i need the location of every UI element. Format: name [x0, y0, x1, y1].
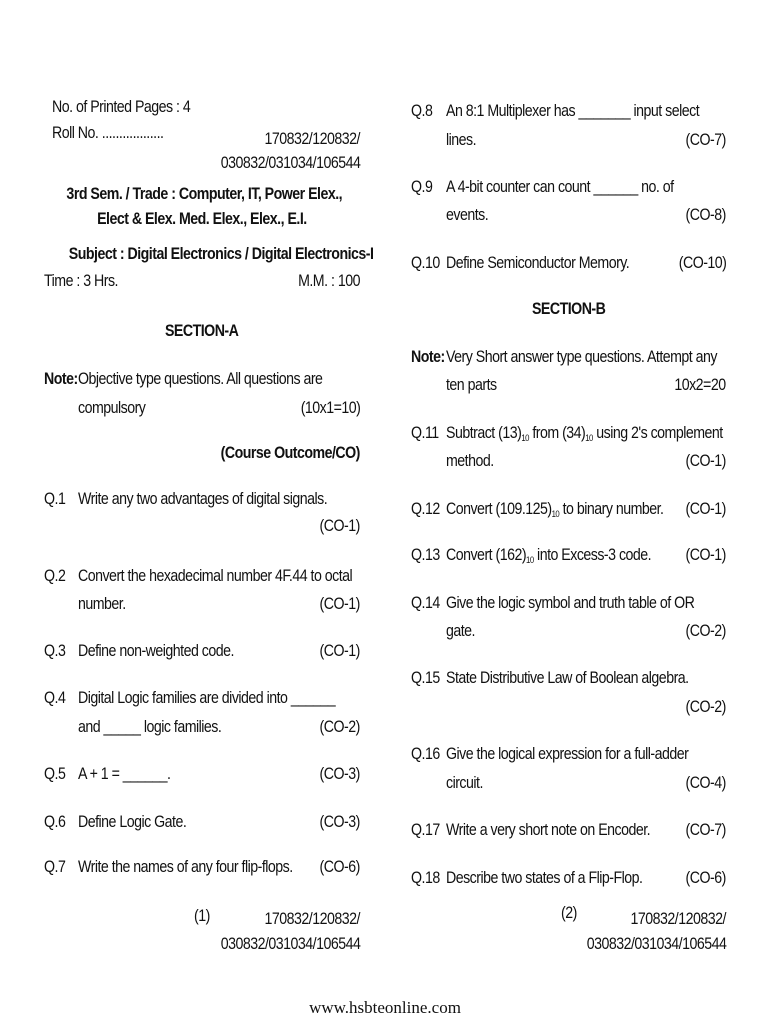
section-a-title-block: [44, 322, 360, 341]
question-number: Q.10: [411, 254, 440, 272]
question-number: Q.2: [44, 567, 66, 585]
question-number: Q.14: [411, 594, 440, 612]
paper-code-line2: 030832/031034/106544: [220, 154, 360, 172]
question-text-cont: number.: [78, 595, 126, 613]
paper-code-line1: 170832/120832/: [264, 130, 360, 148]
question-number: Q.9: [411, 178, 433, 196]
question-text: Digital Logic families are divided into ______: [78, 689, 336, 707]
max-marks: M.M. : 100: [298, 272, 360, 290]
question-number: Q.7: [44, 858, 66, 876]
question-number: Q.4: [44, 689, 66, 707]
question-co: (CO-1): [685, 500, 726, 518]
question-text-cont: events.: [446, 206, 489, 224]
roll-no: Roll No. ..................: [52, 124, 164, 142]
question-text: Define non-weighted code.: [78, 642, 234, 660]
question-number: Q.1: [44, 490, 66, 508]
course-outcome-label: (Course Outcome/CO): [220, 444, 360, 462]
question-text: Convert the hexadecimal number 4F.44 to octal: [78, 567, 353, 585]
question-text: Define Logic Gate.: [78, 813, 187, 831]
question-text: State Distributive Law of Boolean algebra.: [446, 669, 689, 687]
question-text: Write the names of any four flip-flops.: [78, 858, 293, 876]
question-text-cont: lines.: [446, 131, 477, 149]
question-number: Q.17: [411, 821, 440, 839]
question-co: (CO-8): [685, 206, 726, 224]
section-b-marks: 10x2=20: [674, 376, 726, 394]
question-co: (CO-2): [685, 622, 726, 640]
question-text: An 8:1 Multiplexer has _______ input select: [446, 102, 700, 120]
website-footer[interactable]: www.hsbteonline.com: [309, 998, 461, 1017]
semester-block-2: [44, 210, 360, 229]
question-co: (CO-2): [685, 698, 726, 716]
semester-block: [44, 185, 360, 204]
question-text: Convert $(162)_{10}$ into Excess-3 code.: [446, 546, 652, 565]
page-2-code-line1: 170832/120832/: [630, 910, 726, 928]
page-number-2: (2): [561, 904, 577, 922]
page-2-code-line2: 030832/031034/106544: [586, 935, 726, 953]
question-text: Convert $(109.125)_{10}$ to binary number.: [446, 500, 664, 519]
question-co: (CO-2): [319, 718, 360, 736]
question-text: Give the logical expression for a full-adder: [446, 745, 689, 763]
subject-block: [44, 245, 374, 264]
section-a-note-label: Note:: [44, 370, 78, 388]
time-label: Time : 3 Hrs.: [44, 272, 118, 290]
question-number: Q.3: [44, 642, 66, 660]
page-1-code-line2: 030832/031034/106544: [220, 935, 360, 953]
printed-pages: No. of Printed Pages : 4: [52, 98, 191, 116]
question-text-cont: gate.: [446, 622, 475, 640]
question-text: Write any two advantages of digital signals.: [78, 490, 328, 508]
question-number: Q.12: [411, 500, 440, 518]
question-text: A + 1 = ______.: [78, 765, 171, 783]
question-number: Q.6: [44, 813, 66, 831]
question-co: (CO-7): [685, 821, 726, 839]
question-co: (CO-1): [685, 452, 726, 470]
section-b-note-line1: Very Short answer type questions. Attempt any: [446, 348, 717, 366]
question-co: (CO-10): [678, 254, 726, 272]
section-b-title-block: [411, 300, 726, 319]
question-text: Define Semiconductor Memory.: [446, 254, 630, 272]
question-text-cont: circuit.: [446, 774, 483, 792]
question-text: Describe two states of a Flip-Flop.: [446, 869, 643, 887]
page-number-1: (1): [194, 907, 210, 925]
question-co: (CO-6): [319, 858, 360, 876]
question-text-cont: method.: [446, 452, 494, 470]
semester-line2: Elect & Elex. Med. Elex., Elex., E.I.: [97, 210, 307, 228]
question-number: Q.13: [411, 546, 440, 564]
question-number: Q.15: [411, 669, 440, 687]
question-number: Q.8: [411, 102, 433, 120]
section-a-note-line2: compulsory: [78, 399, 146, 417]
question-number: Q.5: [44, 765, 66, 783]
question-co: (CO-3): [319, 813, 360, 831]
question-co: (CO-7): [685, 131, 726, 149]
page-1-code-line1: 170832/120832/: [264, 910, 360, 928]
question-text: Give the logic symbol and truth table of OR: [446, 594, 695, 612]
question-co: (CO-1): [319, 595, 360, 613]
section-a-title: SECTION-A: [165, 322, 239, 340]
question-text-cont: and _____ logic families.: [78, 718, 222, 736]
question-co: (CO-1): [319, 517, 360, 535]
semester-line1: 3rd Sem. / Trade : Computer, IT, Power Elex.,: [66, 185, 343, 203]
question-number: Q.11: [411, 424, 439, 442]
section-b-note-label: Note:: [411, 348, 445, 366]
section-a-note-line1: Objective type questions. All questions are: [78, 370, 323, 388]
section-b-title: SECTION-B: [531, 300, 606, 318]
question-co: (CO-4): [685, 774, 726, 792]
question-text: Subtract $(13)_{10}$ from $(34)_{10}$ using 2's complement: [446, 424, 723, 443]
question-number: Q.16: [411, 745, 440, 763]
section-a-marks: (10x1=10): [300, 399, 360, 417]
section-b-note-line2: ten parts: [446, 376, 497, 394]
question-number: Q.18: [411, 869, 440, 887]
question-co: (CO-6): [685, 869, 726, 887]
question-co: (CO-1): [685, 546, 726, 564]
subject-line: Subject : Digital Electronics / Digital Electronics-I: [68, 245, 374, 263]
question-text: A 4-bit counter can count ______ no. of: [446, 178, 674, 196]
question-co: (CO-3): [319, 765, 360, 783]
question-co: (CO-1): [319, 642, 360, 660]
question-text: Write a very short note on Encoder.: [446, 821, 651, 839]
